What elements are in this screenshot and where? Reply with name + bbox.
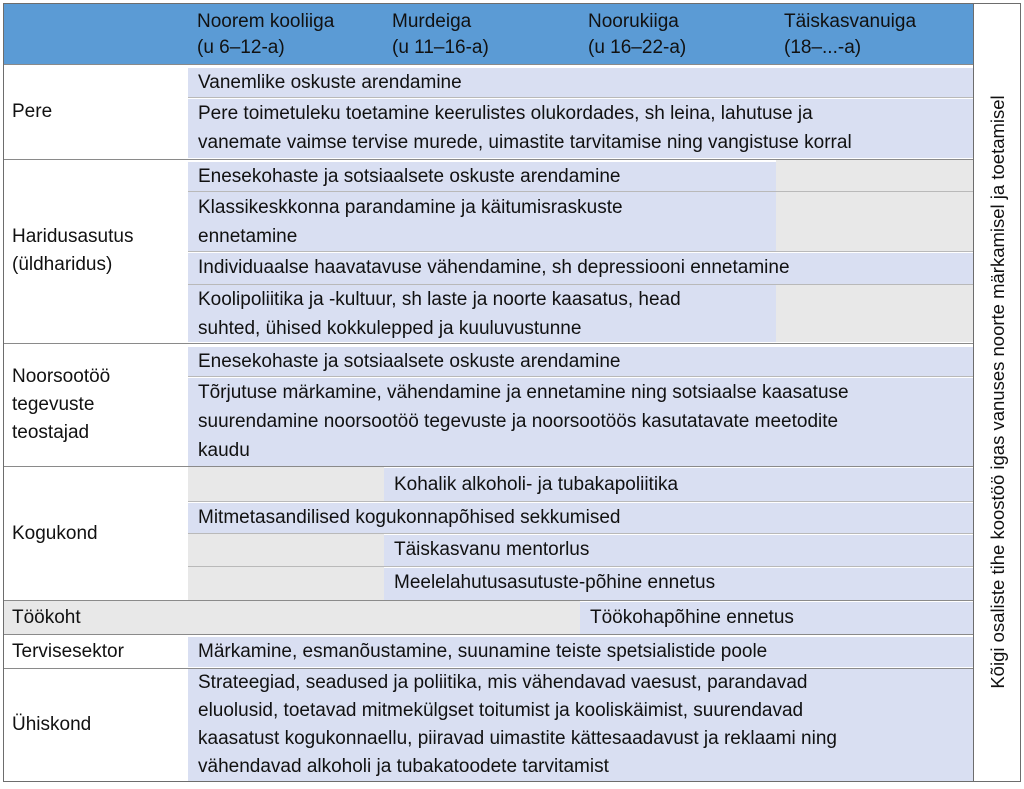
- empty-cell: [188, 534, 384, 600]
- community-multilevel-interventions: Mitmetasandilised kogukonnapõhised sekkumised: [188, 503, 974, 533]
- community-alcohol-tobacco-policy: Kohalik alkoholi- ja tubakapoliitika: [384, 468, 974, 501]
- category-community: Kogukond: [12, 522, 98, 544]
- prevention-table: [3, 3, 1021, 782]
- empty-cell: [776, 159, 974, 251]
- empty-cell: [776, 285, 974, 342]
- row-divider: [4, 343, 974, 344]
- school-classroom-environment: Klassikeskkonna parandamine ja käitumisraskuste ennetamine: [188, 193, 776, 251]
- row-divider: [188, 566, 974, 567]
- row-divider: [188, 284, 974, 285]
- health-detection-counselling: Märkamine, esmanõustamine, suunamine teiste spetsialistide poole: [188, 637, 974, 667]
- side-label-column: [974, 4, 1021, 781]
- row-divider: [4, 634, 974, 635]
- community-adult-mentoring: Täiskasvanu mentorlus: [384, 535, 974, 566]
- row-divider: [4, 668, 974, 669]
- society-strategies-policies: Strateegiad, seadused ja poliitika, mis vähendavad vaesust, parandavad eluolusid, toetavad mitmekülgset toitumist ja kooliskäimist, suurendavad kaasatust kogukonnaellu, piiravad uimastite kättesaadavust ja reklaami ning vähendavad alkoholi ja tubakatoodete tarvitamist: [188, 669, 974, 781]
- row-divider: [188, 251, 974, 252]
- row-divider: [188, 97, 974, 98]
- school-self-social-skills: Enesekohaste ja sotsiaalsete oskuste arendamine: [188, 162, 776, 193]
- row-divider: [4, 159, 974, 160]
- school-individual-vulnerability: Individuaalse haavatavuse vähendamine, sh depressiooni ennetamine: [188, 253, 974, 284]
- category-health-sector: Tervisesektor: [12, 640, 124, 662]
- school-policy-culture: Koolipoliitika ja -kultuur, sh laste ja noorte kaasatus, head suhted, ühised kokkulepped ja kuuluvustunne: [188, 285, 776, 342]
- workplace-prevention: Töökohapõhine ennetus: [580, 602, 974, 634]
- youth-self-social-skills: Enesekohaste ja sotsiaalsete oskuste arendamine: [188, 347, 974, 376]
- family-coping-support: Pere toimetuleku toetamine keerulistes olukordades, sh leina, lahutuse ja vanemate vaimse tervise murede, uimastite tarvitamise ning vangistuse korral: [188, 99, 974, 158]
- category-society: Ühiskond: [12, 714, 92, 735]
- row-divider: [188, 191, 974, 192]
- category-workplace: Töökoht: [12, 606, 81, 628]
- category-school: Haridusasutus (üldharidus): [12, 226, 134, 275]
- empty-cell: [188, 466, 384, 502]
- side-label-text: Kõigi osaliste tihe koostöö igas vanuses noorte märkamisel ja toetamisel: [987, 95, 1008, 689]
- table-header: [4, 4, 974, 64]
- header-col-adolescence: Noorukiiga (u 16–22-a): [588, 11, 687, 58]
- row-divider: [4, 466, 974, 467]
- header-col-younger-school-age: Noorem kooliiga (u 6–12-a): [197, 11, 335, 58]
- header-col-adulthood: Täiskasvanuiga (18–...-a): [784, 11, 917, 58]
- row-divider: [188, 533, 974, 534]
- community-entertainment-venue-prevention: Meelelahutusasutuste-põhine ennetus: [384, 568, 974, 600]
- row-divider: [4, 600, 974, 601]
- category-youth-work: Noorsootöö tegevuste teostajad: [12, 366, 111, 443]
- row-divider: [188, 501, 974, 502]
- family-parenting-skills: Vanemlike oskuste arendamine: [188, 68, 974, 97]
- row-divider: [188, 376, 974, 377]
- row-divider: [4, 64, 974, 65]
- header-col-puberty: Murdeiga (u 11–16-a): [392, 11, 489, 58]
- youth-exclusion-prevention: Tõrjutuse märkamine, vähendamine ja ennetamine ning sotsiaalse kaasatuse suurendamine noorsootöö tegevuste ja noorsootöös kasutatavate meetodite kaudu: [188, 378, 974, 466]
- category-family: Pere: [12, 101, 53, 122]
